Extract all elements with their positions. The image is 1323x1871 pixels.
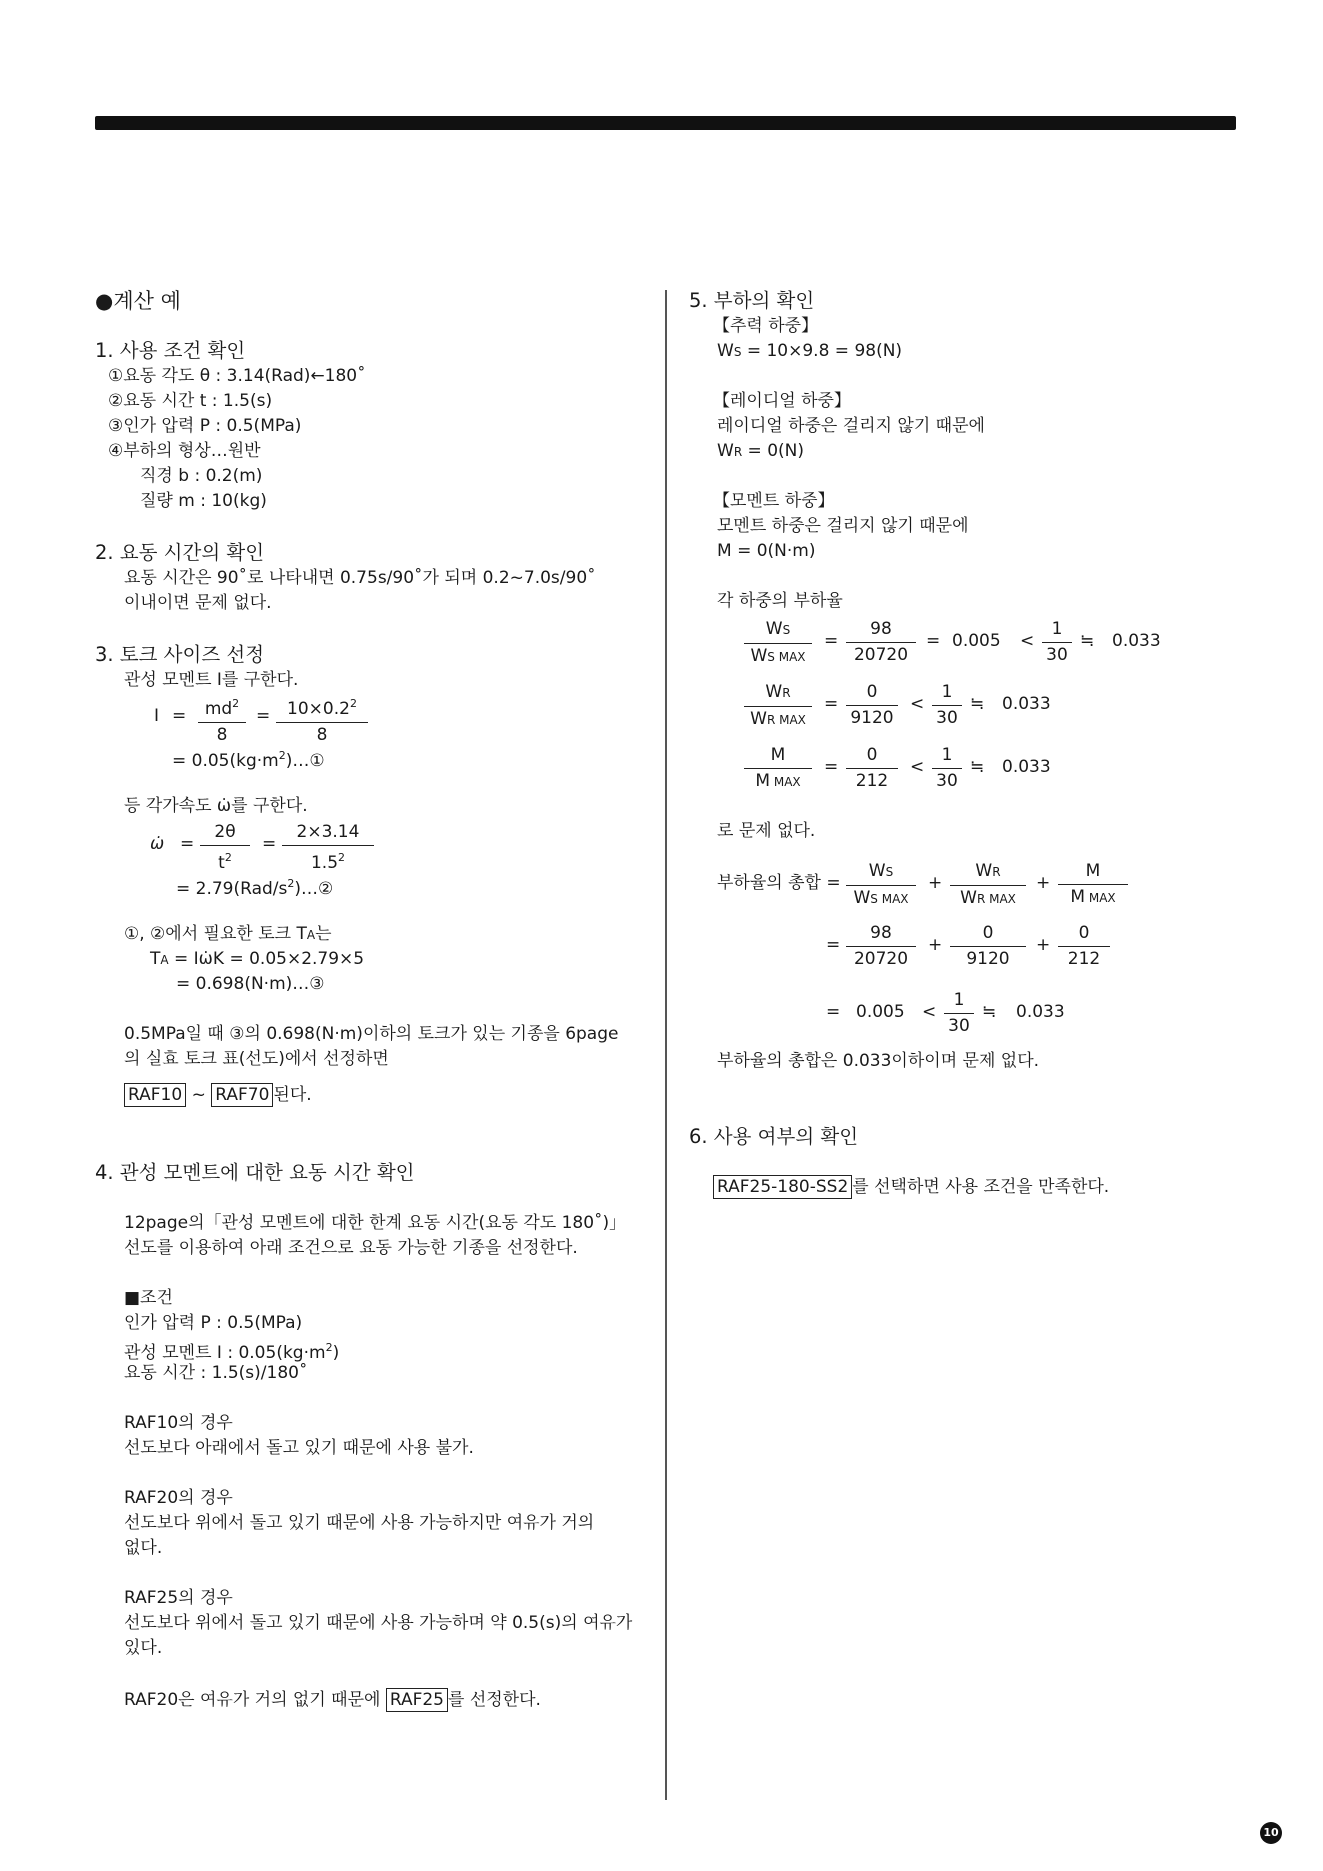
ratio1-equals: = [824, 631, 839, 651]
condition-mass: 질량 m : 10(kg) [140, 491, 267, 511]
ratio2-result: 0.033 [1002, 694, 1051, 714]
sum-plus-4: + [1036, 935, 1051, 955]
radial-load-title: 【레이디얼 하중】 [713, 391, 851, 411]
ratio1-value: 0.005 [952, 631, 1001, 651]
torque-intro: ①, ②에서 필요한 토크 TA는 [124, 924, 332, 944]
eq1-fraction-1 [198, 694, 246, 745]
eq1-f2-denominator: 8 [316, 725, 328, 745]
eq1-f2-sup: 2 [349, 697, 357, 710]
sum-criterion: 1 30 [944, 990, 974, 1036]
condition-pressure-2: 인가 압력 P : 0.5(MPa) [124, 1313, 303, 1333]
section-4-heading: 4. 관성 모멘트에 대한 요동 시간 확인 [95, 1161, 415, 1184]
model-box-raf70: RAF70 [211, 1083, 273, 1107]
ratio3-criterion: 1 30 [932, 745, 962, 791]
section-2-heading: 2. 요동 시간의 확인 [95, 541, 265, 564]
ratio3-equals: = [824, 757, 839, 777]
ratio1-equals-2: = [926, 631, 941, 651]
eq2-f1-numerator: 2θ [214, 822, 236, 842]
eq1-f1-numerator: md [204, 699, 233, 719]
ratio2-equals: = [824, 694, 839, 714]
ratio3-approx: ≒ [970, 757, 985, 777]
case-raf20-text-2: 없다. [124, 1538, 163, 1558]
ratio3-result: 0.033 [1002, 757, 1051, 777]
ratio2-value-fraction: 0 9120 [846, 682, 898, 728]
case-raf25-text-2: 있다. [124, 1638, 163, 1658]
load-ratio-title: 각 하중의 부하율 [717, 591, 843, 611]
eq2-fraction-2: 2×3.14 $1.5^2$ [282, 822, 374, 873]
moment-load-text: 모멘트 하중은 걸리지 않기 때문에 [717, 516, 969, 536]
condition-diameter: 직경 b : 0.2(m) [140, 466, 263, 486]
section-4-para-1: 12page의「관성 모멘트에 대한 한계 요동 시간(요동 각도 180˚)」 [124, 1213, 627, 1233]
condition-inertia: 관성 모멘트 I : $0.05(kg\cdot m^2)$ [124, 1341, 340, 1363]
sum-value-a: 98 20720 [846, 923, 916, 969]
ratio2-less-than: < [910, 694, 925, 714]
sum-plus-1: + [928, 873, 943, 893]
sum-plus-2: + [1036, 873, 1051, 893]
model-box-raf25: RAF25 [386, 1688, 448, 1712]
sum-label: 부하율의 총합 = [717, 873, 841, 893]
moment-load-value: M = 0(N·m) [717, 541, 816, 561]
sum-plus-3: + [928, 935, 943, 955]
section-6-heading: 6. 사용 여부의 확인 [689, 1125, 859, 1148]
angular-accel-result: = $2.79(Rad/s^2)\dots ②$ [176, 877, 334, 899]
section-1-heading: 1. 사용 조건 확인 [95, 339, 246, 362]
selection-line-2: 의 실효 토크 표(선도)에서 선정하면 [124, 1049, 389, 1069]
selection-result [124, 1083, 312, 1107]
condition-title: ■조건 [124, 1288, 173, 1308]
eq1-equals: = [172, 706, 187, 726]
eq1-equals-2: = [256, 706, 271, 726]
eq2-equals: = [180, 834, 195, 854]
eq2-equals-2: = [262, 834, 277, 854]
sum-equals-2: = [826, 1002, 841, 1022]
eq1-f2-numerator: 10×0.2 [287, 699, 350, 719]
condition-angle: ①요동 각도 θ : 3.14(Rad)←180˚ [108, 366, 366, 386]
sum-term-c: M M MAX [1058, 861, 1128, 908]
case-raf20-title: RAF20의 경우 [124, 1488, 233, 1508]
section-5-heading: 5. 부하의 확인 [689, 289, 815, 312]
sum-term-b: WR WR MAX [950, 861, 1026, 909]
ratio2-approx: ≒ [970, 694, 985, 714]
eq1-lhs: I [154, 706, 160, 726]
column-divider [665, 290, 667, 1800]
eq2-fraction-1: 2θ $t^2$ [200, 822, 250, 873]
condition-pressure: ③인가 압력 P : 0.5(MPa) [108, 416, 302, 436]
sum-term-a: WS WS MAX [846, 861, 916, 909]
sum-equals-1: = [826, 935, 841, 955]
radial-load-value: WR = 0(N) [717, 441, 805, 461]
final-selection: RAF25-180-SS2 를 선택하면 사용 조건을 만족한다. [713, 1175, 1109, 1199]
section-2-line-1: 요동 시간은 90˚로 나타내면 0.75s/90˚가 되며 0.2~7.0s/90˚ [124, 568, 596, 588]
case-raf25-text-1: 선도보다 위에서 돌고 있기 때문에 사용 가능하며 약 0.5(s)의 여유가 [124, 1613, 633, 1633]
ratio1-result: 0.033 [1112, 631, 1161, 651]
condition-time: ②요동 시간 t : 1.5(s) [108, 391, 273, 411]
inertia-result: = $0.05(kg\cdot m^2)\dots ①$ [172, 749, 325, 771]
sum-final-value: 0.005 [856, 1002, 905, 1022]
selection-line-1: 0.5MPa일 때 ③의 0.698(N·m)이하의 토크가 있는 기종을 6page [124, 1024, 619, 1044]
ratio3-value-fraction: 0 212 [846, 745, 898, 791]
section-3-heading: 3. 토크 사이즈 선정 [95, 643, 265, 666]
case-raf25-title: RAF25의 경우 [124, 1588, 233, 1608]
section-4-para-2: 선도를 이용하여 아래 조건으로 요동 가능한 기종을 선정한다. [124, 1238, 578, 1258]
ratio2-criterion: 1 30 [932, 682, 962, 728]
sum-value-b: 0 9120 [950, 923, 1026, 969]
conclusion: RAF20은 여유가 거의 없기 때문에 RAF25 를 선정한다. [124, 1690, 541, 1710]
model-box-final: RAF25-180-SS2 [713, 1175, 852, 1199]
condition-shape: ④부하의 형상…원반 [108, 441, 261, 461]
case-raf10-text: 선도보다 아래에서 돌고 있기 때문에 사용 불가. [124, 1438, 474, 1458]
condition-swing-time: 요동 시간 : 1.5(s)/180˚ [124, 1363, 308, 1383]
eq2-f2-denominator: 1.5 [310, 853, 339, 873]
ratio1-approx: ≒ [1080, 631, 1095, 651]
eq2-f2-numerator: 2×3.14 [296, 822, 360, 842]
ratio3-less-than: < [910, 757, 925, 777]
moment-load-title: 【모멘트 하중】 [713, 491, 835, 511]
top-rule [95, 116, 1236, 130]
page-number-badge: 10 [1260, 1822, 1282, 1844]
eq1-fraction-2 [276, 694, 368, 745]
sum-conclusion: 부하율의 총합은 0.033이하이며 문제 없다. [717, 1051, 1040, 1071]
case-raf10-title: RAF10의 경우 [124, 1413, 233, 1433]
thrust-load-value: WS = 10×9.8 = 98(N) [717, 341, 903, 361]
ratio1-criterion: 1 30 [1042, 619, 1072, 665]
ratio1-fraction: WS WS MAX [744, 619, 812, 667]
thrust-load-title: 【추력 하중】 [713, 316, 819, 336]
selection-suffix: 된다. [273, 1085, 312, 1105]
range-tilde: ~ [191, 1085, 206, 1105]
sum-value-c: 0 212 [1058, 923, 1110, 969]
radial-load-text: 레이디얼 하중은 걸리지 않기 때문에 [717, 416, 985, 436]
eq1-f1-sup: 2 [232, 697, 240, 710]
sum-result: 0.033 [1016, 1002, 1065, 1022]
inertia-intro: 관성 모멘트 I를 구한다. [124, 670, 299, 690]
angular-accel-intro: 등 각가속도 ω̇를 구한다. [124, 796, 308, 816]
ratio2-fraction: WR WR MAX [744, 682, 812, 730]
eq2-f1-denominator: t [218, 853, 225, 873]
page-title: ●계산 예 [95, 289, 181, 313]
ratio-ok: 로 문제 없다. [717, 821, 816, 841]
ratio1-less-than: < [1020, 631, 1035, 651]
model-box-raf10: RAF10 [124, 1083, 186, 1107]
torque-result: = 0.698(N·m)…③ [176, 974, 325, 994]
section-2-line-2: 이내이면 문제 없다. [124, 593, 272, 613]
eq2-lhs: ω̇ [150, 834, 165, 854]
case-raf20-text-1: 선도보다 위에서 돌고 있기 때문에 사용 가능하지만 여유가 거의 [124, 1513, 595, 1533]
sum-less-than: < [922, 1002, 937, 1022]
sum-approx: ≒ [982, 1002, 997, 1022]
torque-equation: TA = Iω̇K = 0.05×2.79×5 [150, 949, 365, 969]
ratio1-value-fraction: 98 20720 [846, 619, 916, 665]
ratio3-fraction: M M MAX [744, 745, 812, 792]
eq1-f1-denominator: 8 [216, 725, 228, 745]
